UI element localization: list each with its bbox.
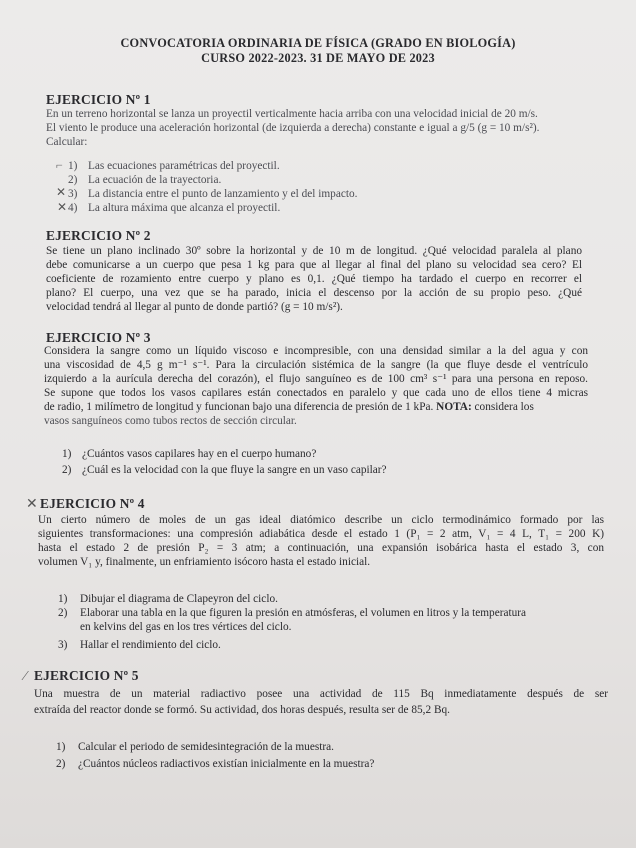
exercise-2-title: EJERCICIO Nº 2 xyxy=(46,228,151,243)
exercise-4-item-num: 2) xyxy=(58,607,68,619)
pencil-mark-icon: ⌐ xyxy=(56,158,63,172)
exercise-5-text-line: Una muestra de un material radiactivo posee una actividad de 115 Bq inmediatamente después de ser xyxy=(34,688,608,700)
exercise-1-item-num: 2) xyxy=(68,174,78,186)
exercise-1-item-text: La altura máxima que alcanza el proyectil. xyxy=(88,202,281,214)
exercise-2-text-line: debe comunicarse a un cuerpo que pesa 1 kg para que al llegar al final del plano su velocidad sea cero? El xyxy=(46,259,582,271)
exercise-3-item-text: ¿Cuántos vasos capilares hay en el cuerpo humano? xyxy=(82,448,317,460)
nota-rest: considera los xyxy=(471,401,534,413)
exercise-2-text-line: Se tiene un plano inclinado 30º sobre la horizontal y de 10 m de longitud. ¿Qué velocidad paralela al plano xyxy=(46,245,582,257)
nota-label: NOTA: xyxy=(436,401,472,413)
exercise-4-item-num: 3) xyxy=(58,639,68,651)
exercise-1-title: EJERCICIO Nº 1 xyxy=(46,92,151,107)
exercise-3-text-line: Considera la sangre como un líquido viscoso e incompresible, con una densidad similar a la del agua y con xyxy=(44,345,588,357)
cross-mark-icon: ⁄ xyxy=(24,669,27,684)
exercise-2-text-line: coeficiente de rozamiento entre cuerpo y plano es 0,1. ¿Qué tiempo ha tardado el cuerpo en recorrer el xyxy=(46,273,582,285)
exercise-4-item-text: Elaborar una tabla en la que figuren la presión en atmósferas, el volumen en litros y la temperatura xyxy=(80,607,527,619)
exercise-1-item-num: 1) xyxy=(68,160,78,172)
exercise-3-title: EJERCICIO Nº 3 xyxy=(46,330,151,345)
exercise-3-text-line: Se supone que todos los vasos capilares están conectados en paralelo y que cada uno de ellos tiene 4 micras xyxy=(44,387,588,399)
exercise-1-text-line: En un terreno horizontal se lanza un proyectil verticalmente hacia arriba con una velocidad inicial de 20 m/s. xyxy=(46,108,538,120)
exercise-5-item-num: 2) xyxy=(56,758,66,770)
exercise-3-text-line: vasos sanguíneos como tubos rectos de sección circular. xyxy=(44,415,297,427)
exercise-5-title: EJERCICIO Nº 5 xyxy=(34,668,139,683)
exercise-4-text-line: Un cierto número de moles de un gas ideal diatómico describe un ciclo termodinámico formado por las xyxy=(38,514,604,526)
exercise-3-item-text: ¿Cuál es la velocidad con la que fluye la sangre en un vaso capilar? xyxy=(82,464,387,476)
exercise-5-item-num: 1) xyxy=(56,741,66,753)
exercise-4-text-line: hasta el estado 2 de presión P₂ = 3 atm; a continuación, una expansión isobárica hasta el estado 3, con xyxy=(38,542,604,554)
exercise-3-text-line: una viscosidad de 4,5 g m⁻¹ s⁻¹. Para la circulación sistémica de la sangre (la que fluye desde el ventrículo xyxy=(44,359,588,371)
cross-mark-icon: ✕ xyxy=(26,497,38,512)
exercise-4-item-num: 1) xyxy=(58,593,68,605)
header-line-2: CURSO 2022-2023. 31 DE MAYO DE 2023 xyxy=(201,51,435,65)
exercise-4-item-text: Dibujar el diagrama de Clapeyron del ciclo. xyxy=(80,593,278,605)
exercise-1-item-num: 4) xyxy=(68,202,78,214)
exercise-1-text-line: El viento le produce una aceleración horizontal (de izquierda a derecha) constante e igual a g/5 (g = 10 m/s²). xyxy=(46,122,540,134)
cross-mark-icon: ✕ xyxy=(56,185,67,199)
exercise-1-item-num: 3) xyxy=(68,188,78,200)
exercise-4-text-line: volumen V₁ y, finalmente, un enfriamiento isócoro hasta el estado inicial. xyxy=(38,556,371,568)
header-line-1: CONVOCATORIA ORDINARIA DE FÍSICA (GRADO EN BIOLOGÍA) xyxy=(120,36,516,50)
exercise-4-title: EJERCICIO Nº 4 xyxy=(40,496,145,511)
cross-mark-icon: ✕ xyxy=(57,200,68,214)
exercise-1-item-text: Las ecuaciones paramétricas del proyectil. xyxy=(88,160,280,172)
exercise-3-text-line-body: de radio, 1 milímetro de longitud y funcionan bajo una diferencia de presión de 1 kPa. xyxy=(44,401,434,413)
exercise-5-item-text: Calcular el periodo de semidesintegración de la muestra. xyxy=(78,741,334,753)
exercise-3-text-line xyxy=(44,400,534,414)
exercise-4-item-text: Hallar el rendimiento del ciclo. xyxy=(80,639,221,651)
exercise-2-text-line: velocidad tendrá al llegar al punto de donde partió? (g = 10 m/s²). xyxy=(46,301,343,313)
exercise-1-text-line: Calcular: xyxy=(46,136,88,148)
exercise-3-item-num: 2) xyxy=(62,464,72,476)
exercise-5-text-line: extraída del reactor donde se formó. Su actividad, dos horas después, resulta ser de 85,2 Bq. xyxy=(34,704,450,716)
exercise-4-item-text-cont: en kelvins del gas en los tres vértices del ciclo. xyxy=(80,621,292,633)
exercise-4-text-line: siguientes transformaciones: una compresión adiabática desde el estado 1 (P₁ = 2 atm, V₁ = 4 L, T₁ = 200 K) xyxy=(38,528,604,540)
exercise-1-item-text: La distancia entre el punto de lanzamiento y el del impacto. xyxy=(88,188,358,200)
exercise-3-text-line: izquierdo a la aurícula derecha del corazón), el flujo sanguíneo es de 100 cm³ s⁻¹ para una persona en reposo. xyxy=(44,373,588,385)
exercise-3-item-num: 1) xyxy=(62,448,72,460)
exercise-5-item-text: ¿Cuántos núcleos radiactivos existían inicialmente en la muestra? xyxy=(78,758,375,770)
exam-header xyxy=(0,36,636,66)
exercise-2-text-line: plano? El cuerpo, una vez que se ha parado, inicia el descenso por la acción de su propio peso. ¿Qué xyxy=(46,287,582,299)
exercise-1-item-text: La ecuación de la trayectoria. xyxy=(88,174,222,186)
